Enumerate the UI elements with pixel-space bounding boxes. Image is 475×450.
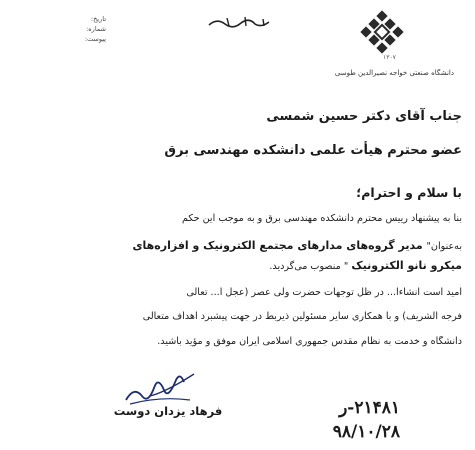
letter-date: ۹۸/۱۰/۲۸ [332, 422, 400, 442]
signer-name: فرهاد یزدان دوست [113, 404, 223, 418]
letter-number: ۲۱۴۸۱-ر [339, 398, 400, 418]
date-label: تاریخ: [90, 15, 106, 23]
body-line-3 [60, 259, 462, 272]
body-line-1: بنا به پیشنهاد رییس محترم دانشکده مهندسی برق و به موجب این حکم [181, 213, 462, 224]
university-logo [360, 10, 404, 54]
letter-meta-labels [66, 14, 106, 44]
body-line-6: دانشگاه و خدمت به نظام مقدس جمهوری اسلامی ایران موفق و مؤید باشید. [157, 336, 462, 347]
appointment-title-2: میکرو نانو الکترونیک [351, 259, 462, 272]
university-name: دانشگاه صنعتی خواجه نصیرالدین طوسی [334, 69, 454, 77]
logo-year: ۱۳۰۷ [383, 54, 396, 61]
recipient-name: جناب آقای دکتر حسین شمسی [266, 109, 462, 124]
appointment-prefix: به‌عنوان" [426, 241, 462, 252]
number-label: شماره: [86, 25, 106, 33]
appointment-suffix: " منصوب می‌گردید. [269, 261, 349, 272]
attachment-label: پیوست: [84, 35, 106, 43]
recipient-title: عضو محترم هیأت علمی دانشکده مهندسی برق [164, 143, 462, 158]
body-line-4: امید است انشاءا... در ظل توجهات حضرت ولی عصر (عجل ا... تعالی [186, 287, 462, 298]
handwritten-signature [120, 366, 202, 408]
appointment-title-1: مدیر گروه‌های مدارهای مجتمع الکترونیک و افزاره‌های [132, 239, 423, 252]
body-line-2 [60, 239, 462, 252]
basmala-calligraphy [205, 14, 275, 30]
greeting: با سلام و احترام؛ [356, 185, 462, 200]
body-line-5: فرجه الشریف) و با همکاری سایر مسئولین ذیربط در جهت پیشبرد اهداف متعالی [142, 311, 462, 322]
